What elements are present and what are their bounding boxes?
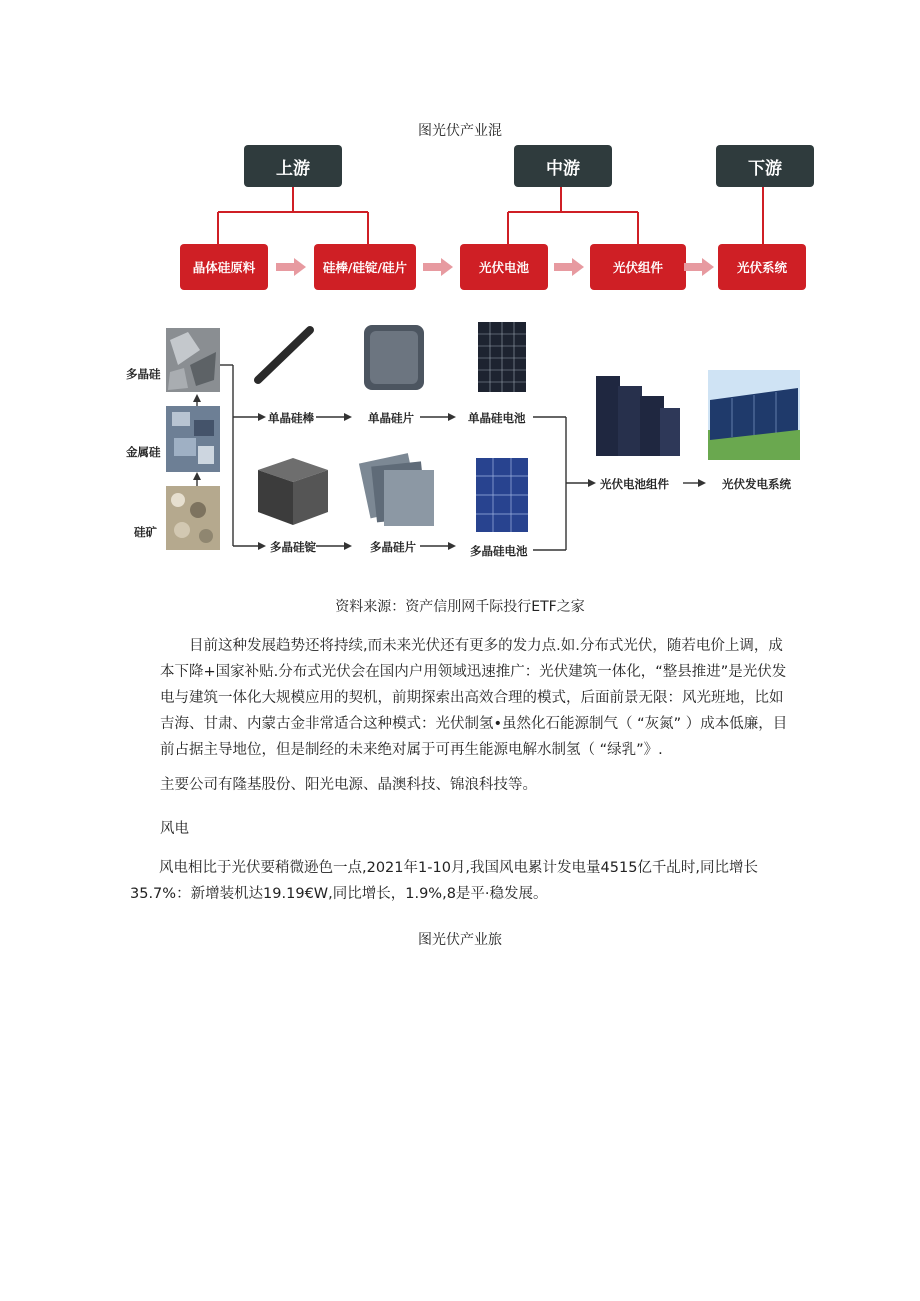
- pv-module-image: [596, 376, 680, 456]
- step-crystalline-silicon: 晶体硅原料: [180, 244, 268, 290]
- multi-ingot-image: [258, 458, 328, 525]
- section-heading-wind: 风电: [160, 821, 189, 837]
- label-multi-ingot: 多晶硅锭: [270, 540, 316, 554]
- metal-silicon-image: [166, 406, 220, 472]
- diagram-connectors: [118, 140, 808, 560]
- label-polysilicon: 多晶硅: [126, 367, 161, 381]
- label-silicon-ore: 硅矿: [134, 525, 157, 539]
- mono-cell-image: [478, 322, 526, 392]
- stage-upstream: 上游: [244, 145, 342, 187]
- silicon-ore-image: [166, 486, 220, 550]
- step-pv-cell: 光伏电池: [460, 244, 548, 290]
- flow-arrow-icon: [423, 258, 453, 276]
- label-mono-ingot: 单晶硅棒: [268, 411, 314, 425]
- paragraph-companies: 主要公司有隆基股份、阳光电源、晶澳科技、锦浪科技等。: [160, 777, 537, 793]
- mono-ingot-image: [258, 330, 310, 380]
- stage-midstream: 中游: [514, 145, 612, 187]
- pv-system-image: [708, 370, 800, 460]
- figure-caption-bottom: 图光伏产业旅: [418, 932, 502, 948]
- label-mono-wafer: 单晶硅片: [368, 411, 414, 425]
- multi-cell-image: [476, 458, 528, 532]
- polysilicon-image: [166, 328, 220, 392]
- step-pv-system: 光伏系统: [718, 244, 806, 290]
- multi-wafer-image: [359, 453, 434, 526]
- figure-caption-top: 图光伏产业混: [418, 123, 502, 139]
- label-metal-silicon: 金属硅: [126, 445, 161, 459]
- mono-wafer-image: [364, 325, 424, 390]
- paragraph-pv-trends: 目前这种发展趋势还将持续,而未来光伏还有更多的发力点.如.分布式光伏，随若电价上调，成本下降+国家补贴.分布式光伏会在国内户用领域迅速推广：光伏建筑一体化，“整县推进”是光伏发电与建筑一体化大规模应用的契机，前期探索出高效合理的模式，后面前景无限：风光班地，比如吉海、甘肃、内蒙古金非常适合这种模式：光伏制氢•虽然化石能源制气（ “灰氮” ）成本低廉，目前占据主导地位，但是制经的未来绝对属于可再生能源电解水制氢（ “绿乳”》.: [160, 638, 788, 758]
- pv-industry-chain-diagram: [118, 140, 808, 560]
- step-pv-module: 光伏组件: [590, 244, 686, 290]
- paragraph-wind: 风电相比于光伏要稍微逊色一点,2021年1-10月,我国风电累计发电量4515亿千乩时,同比增长35.7%：新增装机达19.19€W,同比增长，1.9%,8是平·稳发展。: [130, 860, 759, 902]
- label-multi-wafer: 多晶硅片: [370, 540, 416, 554]
- source-note: 资料来源：资产信刖网千际投行ETF之家: [335, 599, 585, 615]
- label-pv-module: 光伏电池组件: [600, 477, 669, 491]
- stage-downstream: 下游: [716, 145, 814, 187]
- label-mono-cell: 单晶硅电池: [468, 411, 526, 425]
- flow-arrow-icon: [276, 258, 306, 276]
- label-pv-system: 光伏发电系统: [722, 477, 791, 491]
- step-ingot-wafer: 硅棒/硅锭/硅片: [314, 244, 416, 290]
- flow-arrow-icon: [684, 258, 714, 276]
- label-multi-cell: 多晶硅电池: [470, 544, 528, 558]
- flow-arrow-icon: [554, 258, 584, 276]
